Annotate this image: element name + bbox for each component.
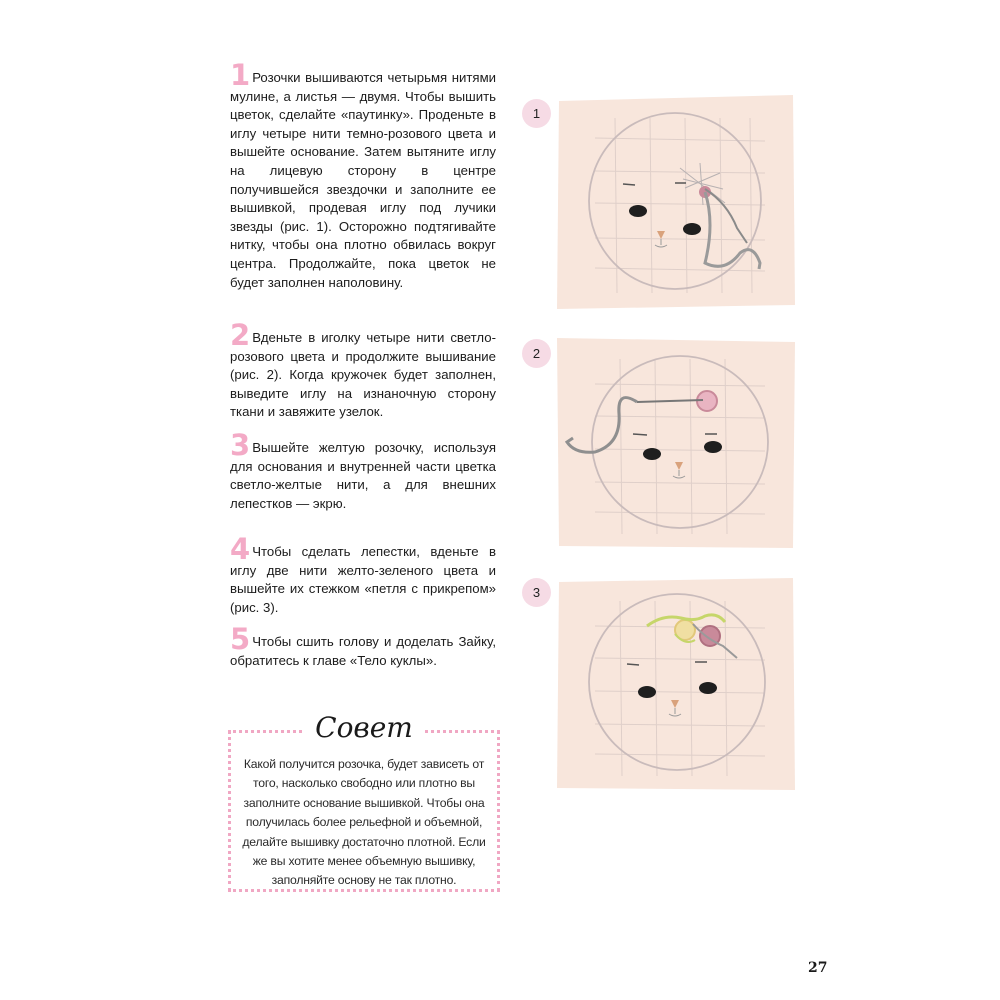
figure-3-badge: 3 — [522, 578, 551, 607]
tip-text: Какой получится розочка, будет зависеть от того, насколько свободно или плотно вы заполните основание вышивкой. Чтобы она получилась более рельефной и объемной, делайте вышивку достаточно плотной. Если же вы хотите менее объемную вышивку, заполняйте основу не так плотно. — [242, 757, 486, 888]
figure-3-embroidery-photo — [555, 576, 797, 794]
page-number: 27 — [808, 960, 828, 976]
step-4 — [230, 532, 496, 630]
step-1 — [230, 58, 496, 326]
step-number: 3 — [230, 428, 251, 462]
step-text: Вышейте желтую розочку, используя для основания и внутренней части цветка светло-желтые нити, а для внешних лепестков — экрю. — [230, 440, 496, 511]
step-text: Розочки вышиваются четырьмя нитями мулине, а листья — двумя. Чтобы вышить цветок, сделайте «паутинку». Проденьте в иглу четыре нити темно-розового цвета и вышейте основание. Затем вытяните иглу на лицевую сторону в центре получившейся звездочки и заполните ее вышивкой, продевая иглу под лучики звезды (рис. 1). Осторожно подтягивайте нитку, чтобы она плотно обвилась вокруг центра. Продолжайте, пока цветок не будет заполнен наполовину. — [230, 70, 496, 290]
tip-title: Совет — [231, 711, 497, 745]
step-text: Чтобы сделать лепестки, вденьте в иглу две нити желто-зеленого цвета и вышейте их стежком «петля с прикрепом» (рис. 3). — [230, 544, 496, 615]
step-3 — [230, 428, 496, 540]
step-2 — [230, 318, 496, 436]
step-number: 1 — [230, 58, 251, 92]
figure-2-embroidery-photo — [555, 334, 797, 552]
instruction-steps — [230, 58, 496, 670]
step-text: Вденьте в иголку четыре нити светло-розового цвета и продолжите вышивание (рис. 2). Когда кружочек будет заполнен, выведите иглу на изнаночную сторону ткани и завяжите узелок. — [230, 330, 496, 420]
step-text: Чтобы сшить голову и доделать Зайку, обратитесь к главе «Тело куклы». — [230, 634, 496, 668]
figure-2-badge: 2 — [522, 339, 551, 368]
step-number: 5 — [230, 622, 251, 656]
step-number: 4 — [230, 532, 251, 566]
figure-1-badge: 1 — [522, 99, 551, 128]
tip-box — [228, 711, 500, 892]
step-5 — [230, 622, 496, 670]
step-number: 2 — [230, 318, 251, 352]
figure-1-embroidery-photo — [555, 93, 797, 311]
